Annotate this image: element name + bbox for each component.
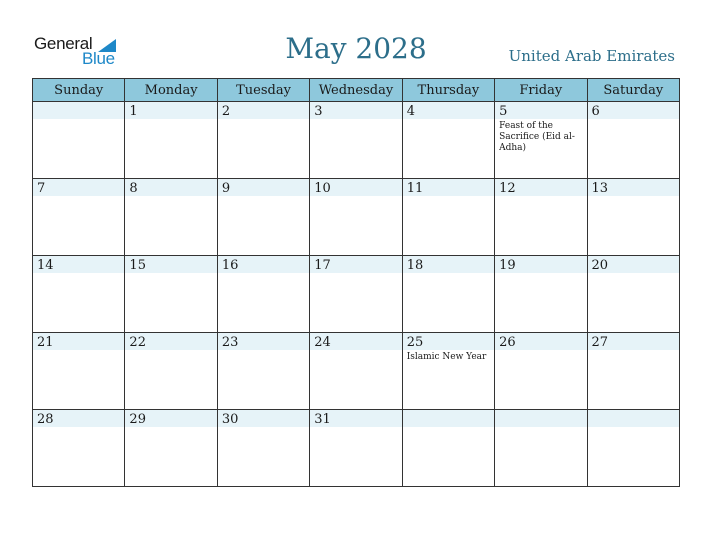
- week-row: [33, 102, 680, 179]
- logo-text-blue: Blue: [82, 49, 115, 68]
- day-number: 19: [499, 258, 516, 273]
- day-number: 6: [591, 104, 600, 119]
- day-cell: [402, 333, 494, 410]
- day-cell: [33, 410, 125, 487]
- day-cell: [33, 102, 125, 179]
- day-number: 2: [221, 104, 231, 119]
- calendar-grid: [32, 78, 680, 487]
- day-number: 15: [129, 258, 146, 273]
- day-cell: [495, 410, 587, 487]
- day-cell: [587, 179, 679, 256]
- country-name: United Arab Emirates: [508, 47, 675, 65]
- day-number: 12: [499, 181, 516, 196]
- day-cell: [217, 410, 309, 487]
- day-cell: [33, 256, 125, 333]
- day-number: 27: [591, 335, 609, 350]
- day-number: 22: [129, 335, 146, 350]
- day-number: 30: [221, 412, 239, 427]
- calendar-body: [33, 102, 680, 487]
- day-number: 8: [129, 181, 138, 196]
- day-number: 7: [37, 181, 46, 196]
- day-cell: [402, 102, 494, 179]
- day-number: [588, 410, 679, 412]
- day-number: 31: [314, 412, 331, 427]
- day-cell: [495, 333, 587, 410]
- day-number: 9: [221, 181, 231, 196]
- day-number: 26: [499, 335, 516, 350]
- day-number: [33, 102, 124, 104]
- day-number: 13: [591, 181, 609, 196]
- day-number-band: [588, 410, 679, 427]
- week-row: [33, 410, 680, 487]
- day-number: 4: [406, 104, 415, 119]
- holiday-label: Islamic New Year: [406, 352, 487, 362]
- day-number: 25: [406, 335, 424, 350]
- day-number: 20: [591, 258, 609, 273]
- day-cell: [587, 410, 679, 487]
- day-number: 3: [314, 104, 323, 119]
- day-cell: [310, 333, 402, 410]
- day-number: [495, 410, 586, 412]
- day-cell: [495, 179, 587, 256]
- holiday-label: Feast of the Sacrifice (Eid al-Adha): [499, 121, 575, 153]
- weekday-tuesday: Tuesday: [217, 79, 309, 102]
- weekday-friday: Friday: [495, 79, 587, 102]
- day-number: [403, 410, 494, 412]
- day-cell: [495, 102, 587, 179]
- day-cell: [125, 410, 217, 487]
- day-cell: [125, 102, 217, 179]
- day-number-band: [495, 410, 586, 427]
- weekday-wednesday: Wednesday: [310, 79, 402, 102]
- day-cell: [402, 410, 494, 487]
- weekday-thursday: Thursday: [402, 79, 494, 102]
- day-cell: [310, 102, 402, 179]
- day-number-band: [33, 102, 124, 119]
- day-cell: [217, 333, 309, 410]
- day-cell: [125, 333, 217, 410]
- day-number: 5: [499, 104, 508, 119]
- day-cell: [495, 256, 587, 333]
- week-row: [33, 333, 680, 410]
- day-cell: [310, 256, 402, 333]
- day-cell: [33, 333, 125, 410]
- day-cell: [217, 256, 309, 333]
- day-cell: [33, 179, 125, 256]
- day-number: 1: [129, 104, 138, 119]
- logo-text-general: General: [34, 34, 93, 53]
- day-number: 29: [129, 412, 146, 427]
- day-cell: [310, 410, 402, 487]
- day-cell: [310, 179, 402, 256]
- day-cell: [125, 179, 217, 256]
- day-number: 10: [314, 181, 331, 196]
- weekday-sunday: Sunday: [33, 79, 125, 102]
- day-number: 11: [406, 181, 424, 196]
- day-number: 28: [37, 412, 54, 427]
- day-number: 17: [314, 258, 331, 273]
- day-cell: [125, 256, 217, 333]
- week-row: [33, 179, 680, 256]
- day-number: 14: [37, 258, 54, 273]
- weekday-monday: Monday: [125, 79, 217, 102]
- day-cell: [217, 179, 309, 256]
- day-cell: [587, 333, 679, 410]
- day-number: 21: [37, 335, 54, 350]
- day-number: 18: [406, 258, 424, 273]
- day-number: 24: [314, 335, 331, 350]
- week-row: [33, 256, 680, 333]
- day-number: 23: [221, 335, 239, 350]
- weekday-header-row: [33, 79, 680, 102]
- day-cell: [587, 102, 679, 179]
- day-cell: [402, 256, 494, 333]
- day-cell: [217, 102, 309, 179]
- day-cell: [587, 256, 679, 333]
- day-number-band: [403, 410, 494, 427]
- day-cell: [402, 179, 494, 256]
- day-number: 16: [221, 258, 239, 273]
- calendar-title: May 2028: [285, 32, 427, 65]
- weekday-saturday: Saturday: [587, 79, 679, 102]
